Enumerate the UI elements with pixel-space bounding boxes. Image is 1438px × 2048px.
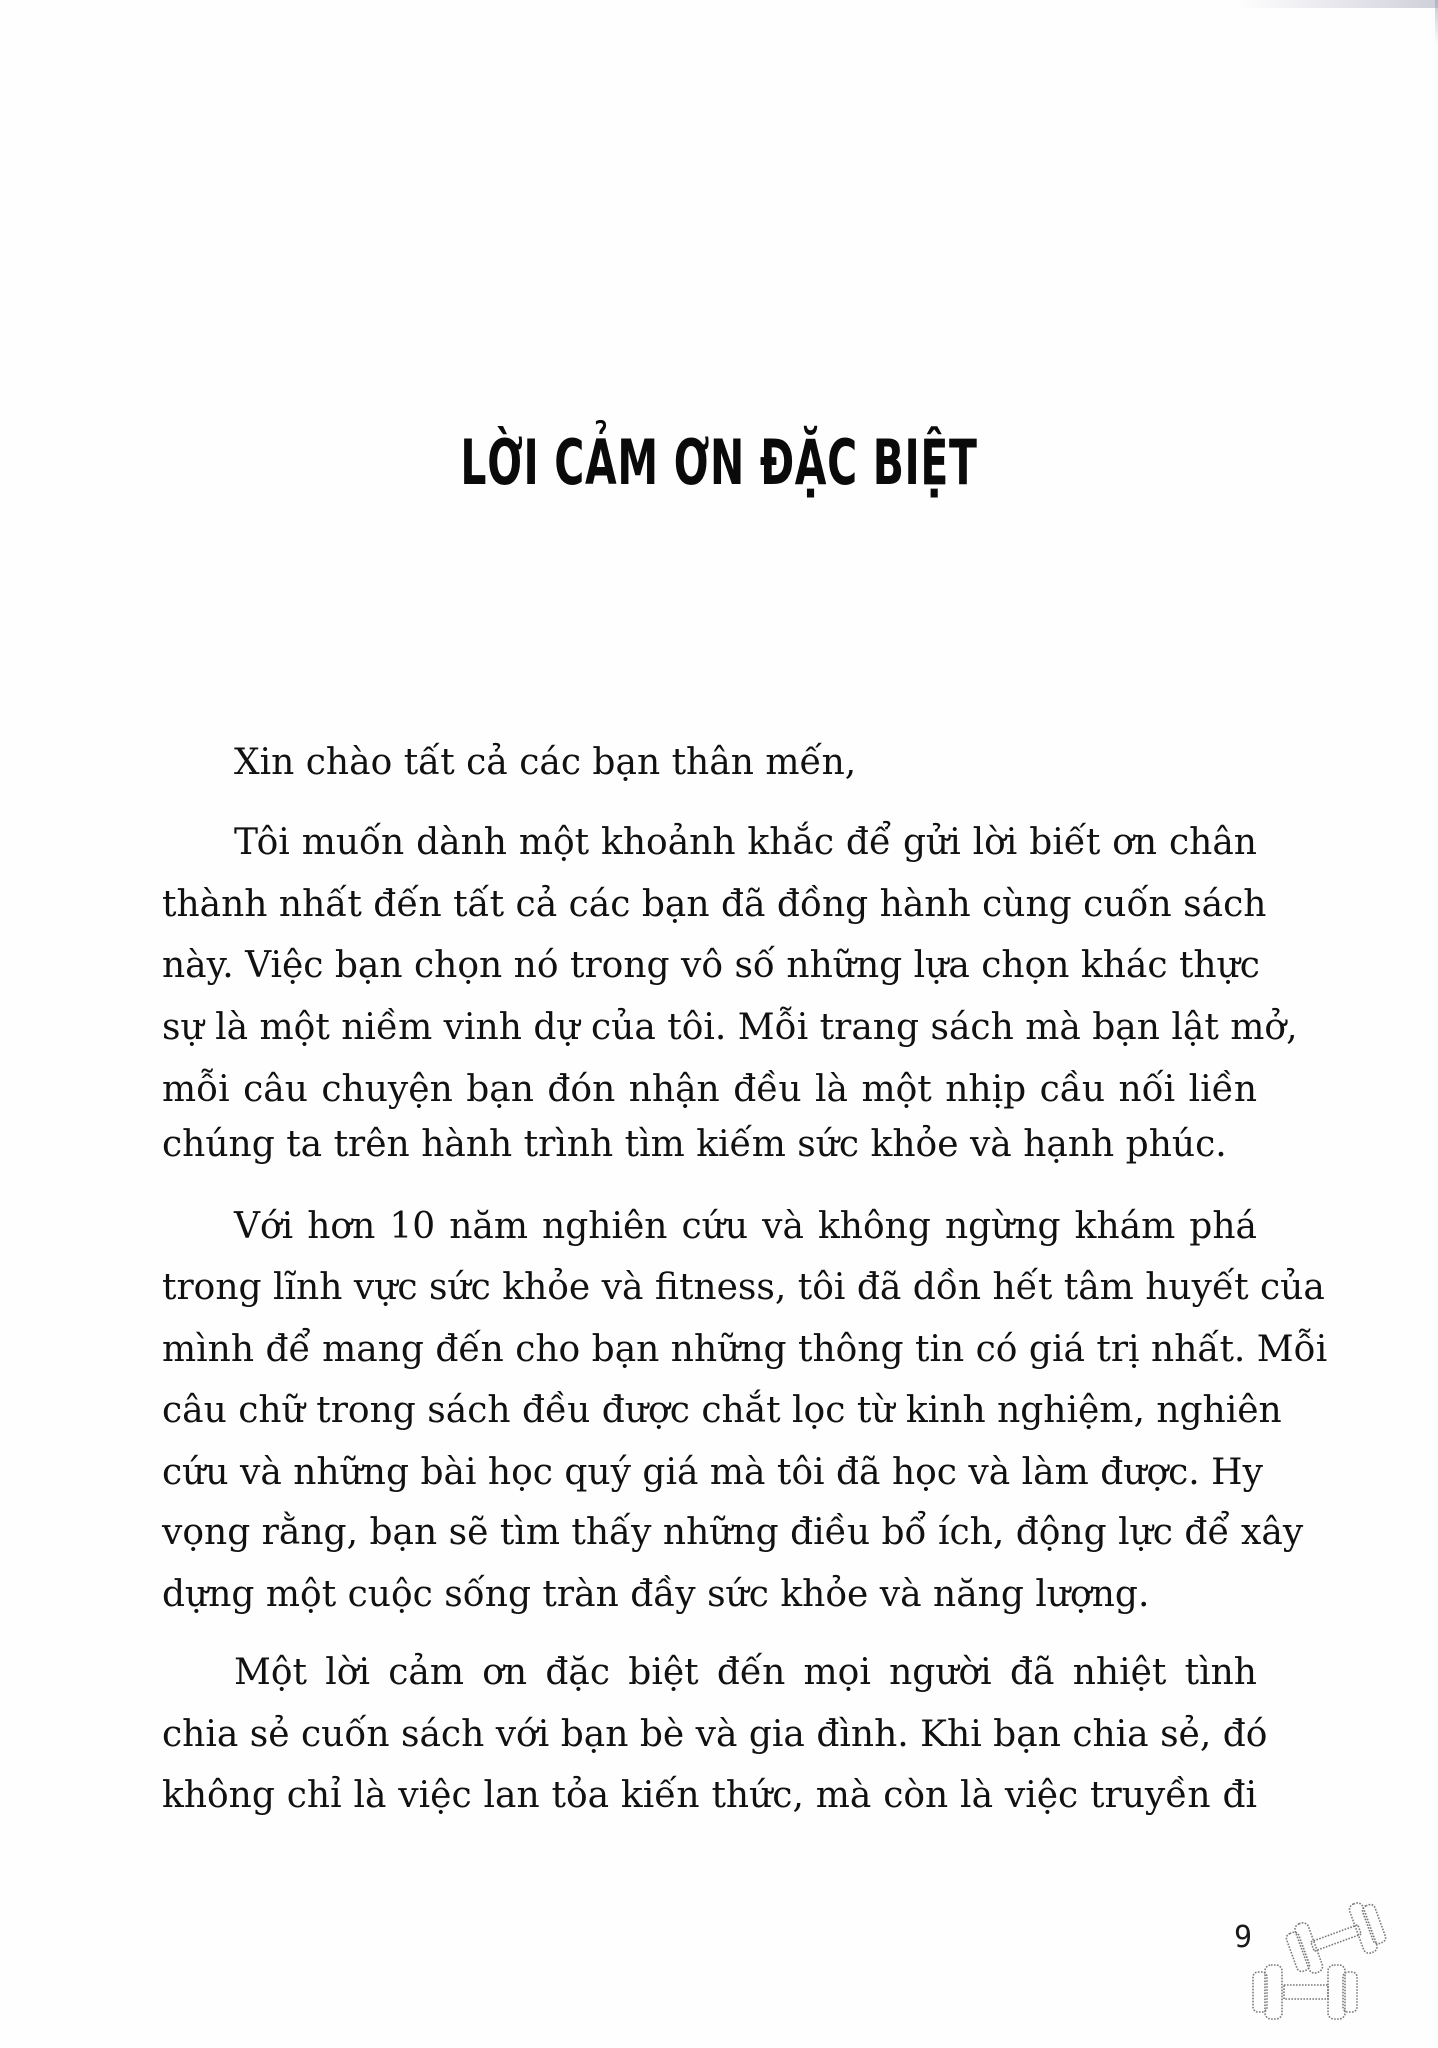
chapter-title: LỜI CẢM ƠN ĐẶC BIỆT	[460, 426, 978, 499]
page-number: 9	[1234, 1920, 1253, 1955]
paragraph-line: không chỉ là việc lan tỏa kiến thức, mà còn là việc truyền đi	[162, 1775, 1257, 1816]
paragraph-line: Xin chào tất cả các bạn thân mến,	[234, 742, 857, 783]
page-edge-shadow	[1238, 0, 1438, 8]
paragraph-line: vọng rằng, bạn sẽ tìm thấy những điều bổ ích, động lực để xây	[162, 1512, 1304, 1553]
paragraph-line: dựng một cuộc sống tràn đầy sức khỏe và năng lượng.	[162, 1574, 1150, 1615]
paragraph-line: mỗi câu chuyện bạn đón nhận đều là một nhịp cầu nối liền	[162, 1069, 1257, 1110]
paragraph-line: mình để mang đến cho bạn những thông tin có giá trị nhất. Mỗi	[162, 1329, 1328, 1370]
dumbbells-icon	[1248, 1900, 1398, 2025]
paragraph-line: Tôi muốn dành một khoảnh khắc để gửi lời biết ơn chân	[234, 822, 1257, 863]
paragraph-line: Một lời cảm ơn đặc biệt đến mọi người đã nhiệt tình	[234, 1652, 1257, 1693]
paragraph-line: trong lĩnh vực sức khỏe và fitness, tôi đã dồn hết tâm huyết của	[162, 1267, 1325, 1308]
paragraph-line: chúng ta trên hành trình tìm kiếm sức khỏe và hạnh phúc.	[162, 1124, 1227, 1165]
paragraph-line: câu chữ trong sách đều được chắt lọc từ kinh nghiệm, nghiên	[162, 1390, 1282, 1431]
paragraph-line: sự là một niềm vinh dự của tôi. Mỗi trang sách mà bạn lật mở,	[162, 1007, 1298, 1048]
paragraph-line: thành nhất đến tất cả các bạn đã đồng hành cùng cuốn sách	[162, 884, 1267, 925]
paragraph-line: cứu và những bài học quý giá mà tôi đã học và làm được. Hy	[162, 1452, 1263, 1493]
paragraph-line: Với hơn 10 năm nghiên cứu và không ngừng khám phá	[234, 1206, 1257, 1247]
paragraph-line: này. Việc bạn chọn nó trong vô số những lựa chọn khác thực	[162, 945, 1260, 986]
paragraph-line: chia sẻ cuốn sách với bạn bè và gia đình. Khi bạn chia sẻ, đó	[162, 1714, 1268, 1755]
